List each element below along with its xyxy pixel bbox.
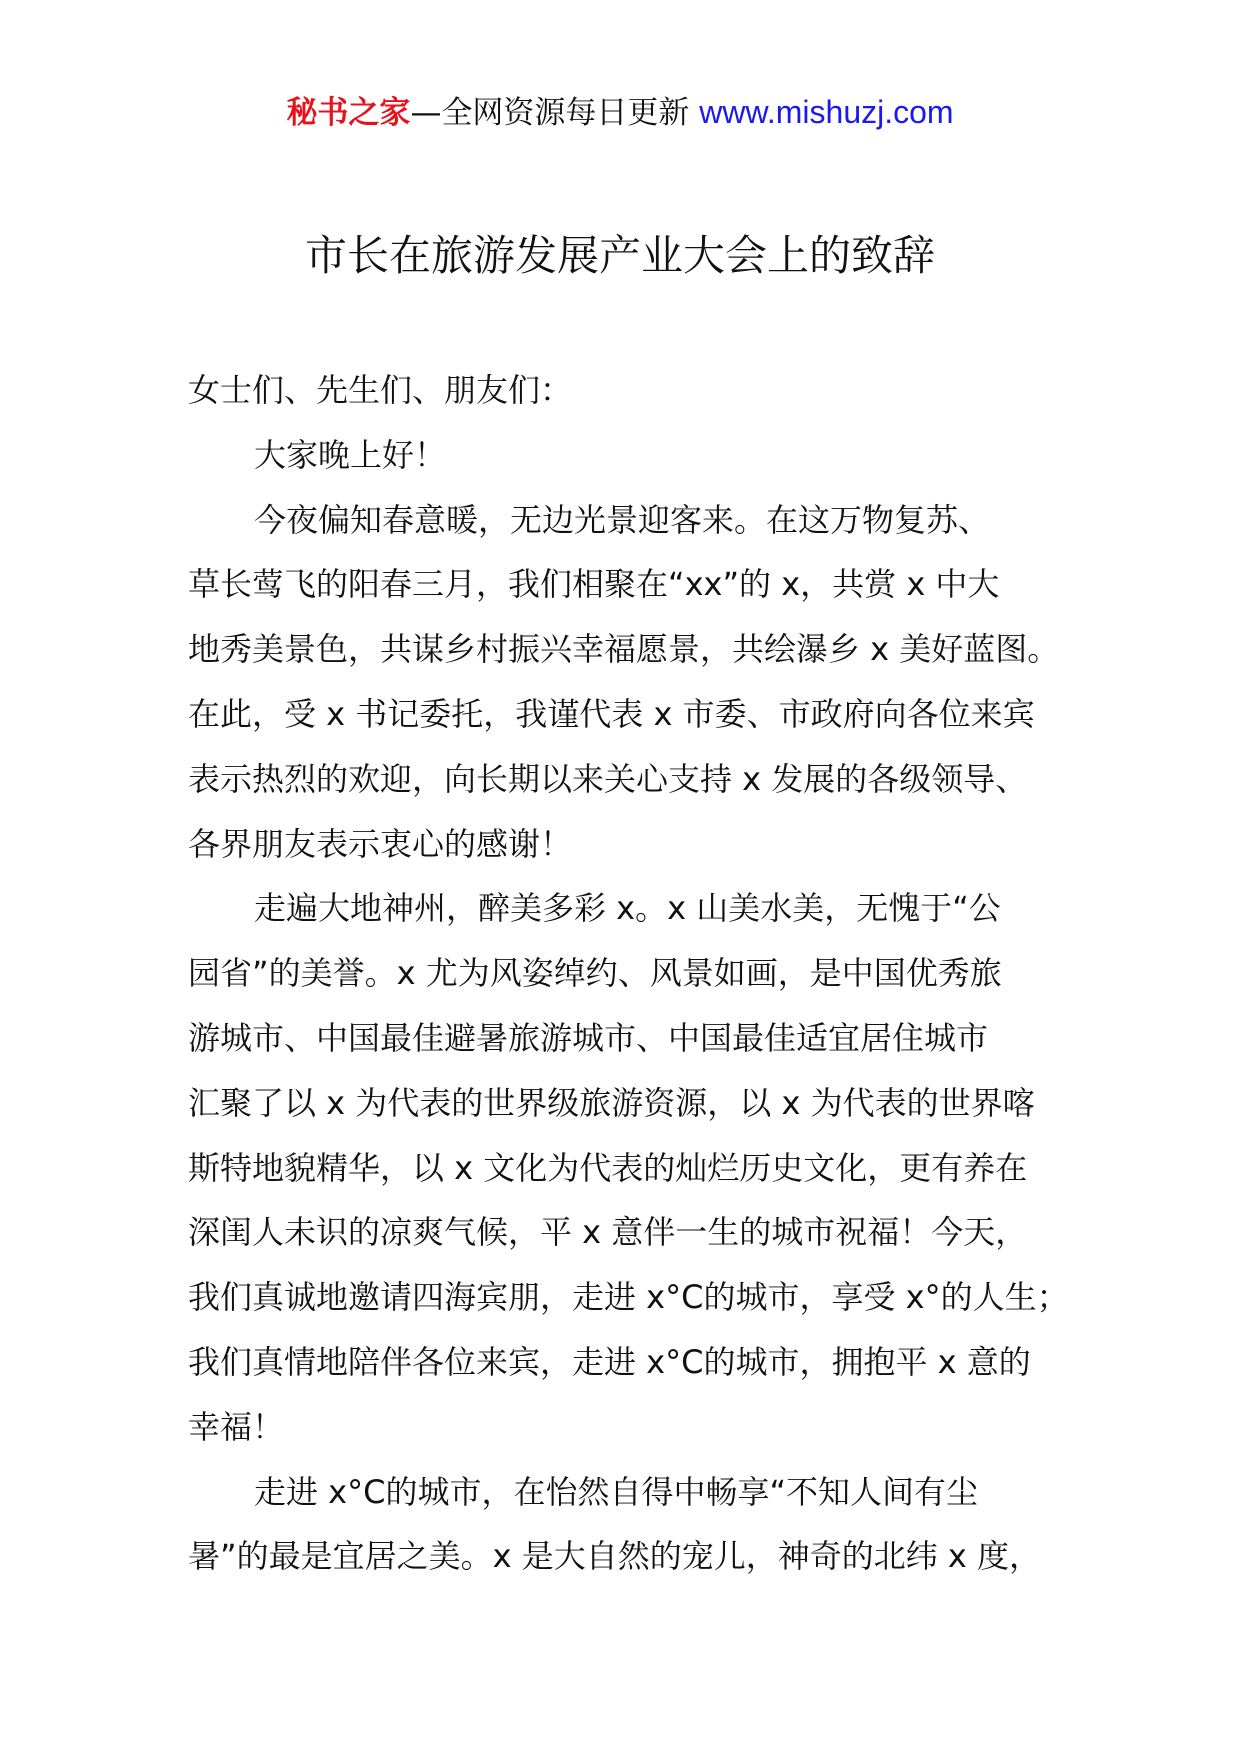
paragraph-line: 园省”的美誉。x 尤为风姿绰约、风景如画，是中国优秀旅 <box>188 954 1002 993</box>
paragraph-line: 走进 x°C的城市，在怡然自得中畅享“不知人间有尘 <box>254 1472 979 1511</box>
brand-name: 秘书之家 <box>286 95 411 131</box>
paragraph-line: 草长莺飞的阳春三月，我们相聚在“xx”的 x，共赏 x 中大 <box>188 565 1000 604</box>
paragraph-line: 各界朋友表示衷心的感谢！ <box>188 824 573 863</box>
paragraph-line: 斯特地貌精华，以 x 文化为代表的灿烂历史文化，更有养在 <box>188 1148 1028 1187</box>
paragraph-line: 地秀美景色，共谋乡村振兴幸福愿景，共绘瀑乡 x 美好蓝图。 <box>188 630 1060 669</box>
greeting-line: 大家晚上好！ <box>254 435 447 474</box>
paragraph-line: 在此，受 x 书记委托，我谨代表 x 市委、市政府向各位来宾 <box>188 694 1035 733</box>
paragraph-line: 我们真诚地邀请四海宾朋，走进 x°C的城市，享受 x°的人生； <box>188 1278 1069 1317</box>
paragraph-line: 表示热烈的欢迎，向长期以来关心支持 x 发展的各级领导、 <box>188 759 1028 798</box>
document-body <box>188 358 1068 1589</box>
salutation-line: 女士们、先生们、朋友们： <box>188 371 573 409</box>
paragraph-line: 幸福！ <box>188 1407 285 1446</box>
site-url[interactable]: www.mishuzj.com <box>699 94 954 130</box>
site-header <box>0 92 1240 133</box>
document-title: 市长在旅游发展产业大会上的致辞 <box>304 231 935 280</box>
header-tagline: —全网资源每日更新 <box>410 95 700 131</box>
paragraph-line: 我们真情地陪伴各位来宾，走进 x°C的城市，拥抱平 x 意的 <box>188 1342 1031 1381</box>
paragraph-line: 暑”的最是宜居之美。x 是大自然的宠儿，神奇的北纬 x 度， <box>188 1537 1041 1576</box>
paragraph-line: 走遍大地神州，醉美多彩 x。x 山美水美，无愧于“公 <box>254 889 1001 928</box>
paragraph-line: 汇聚了以 x 为代表的世界级旅游资源，以 x 为代表的世界喀 <box>188 1083 1035 1122</box>
paragraph-line: 游城市、中国最佳避暑旅游城市、中国最佳适宜居住城市 <box>188 1018 989 1057</box>
paragraph-line: 今夜偏知春意暖，无边光景迎客来。在这万物复苏、 <box>254 500 991 539</box>
paragraph-line: 深闺人未识的凉爽气候，平 x 意伴一生的城市祝福！今天， <box>188 1213 1028 1252</box>
